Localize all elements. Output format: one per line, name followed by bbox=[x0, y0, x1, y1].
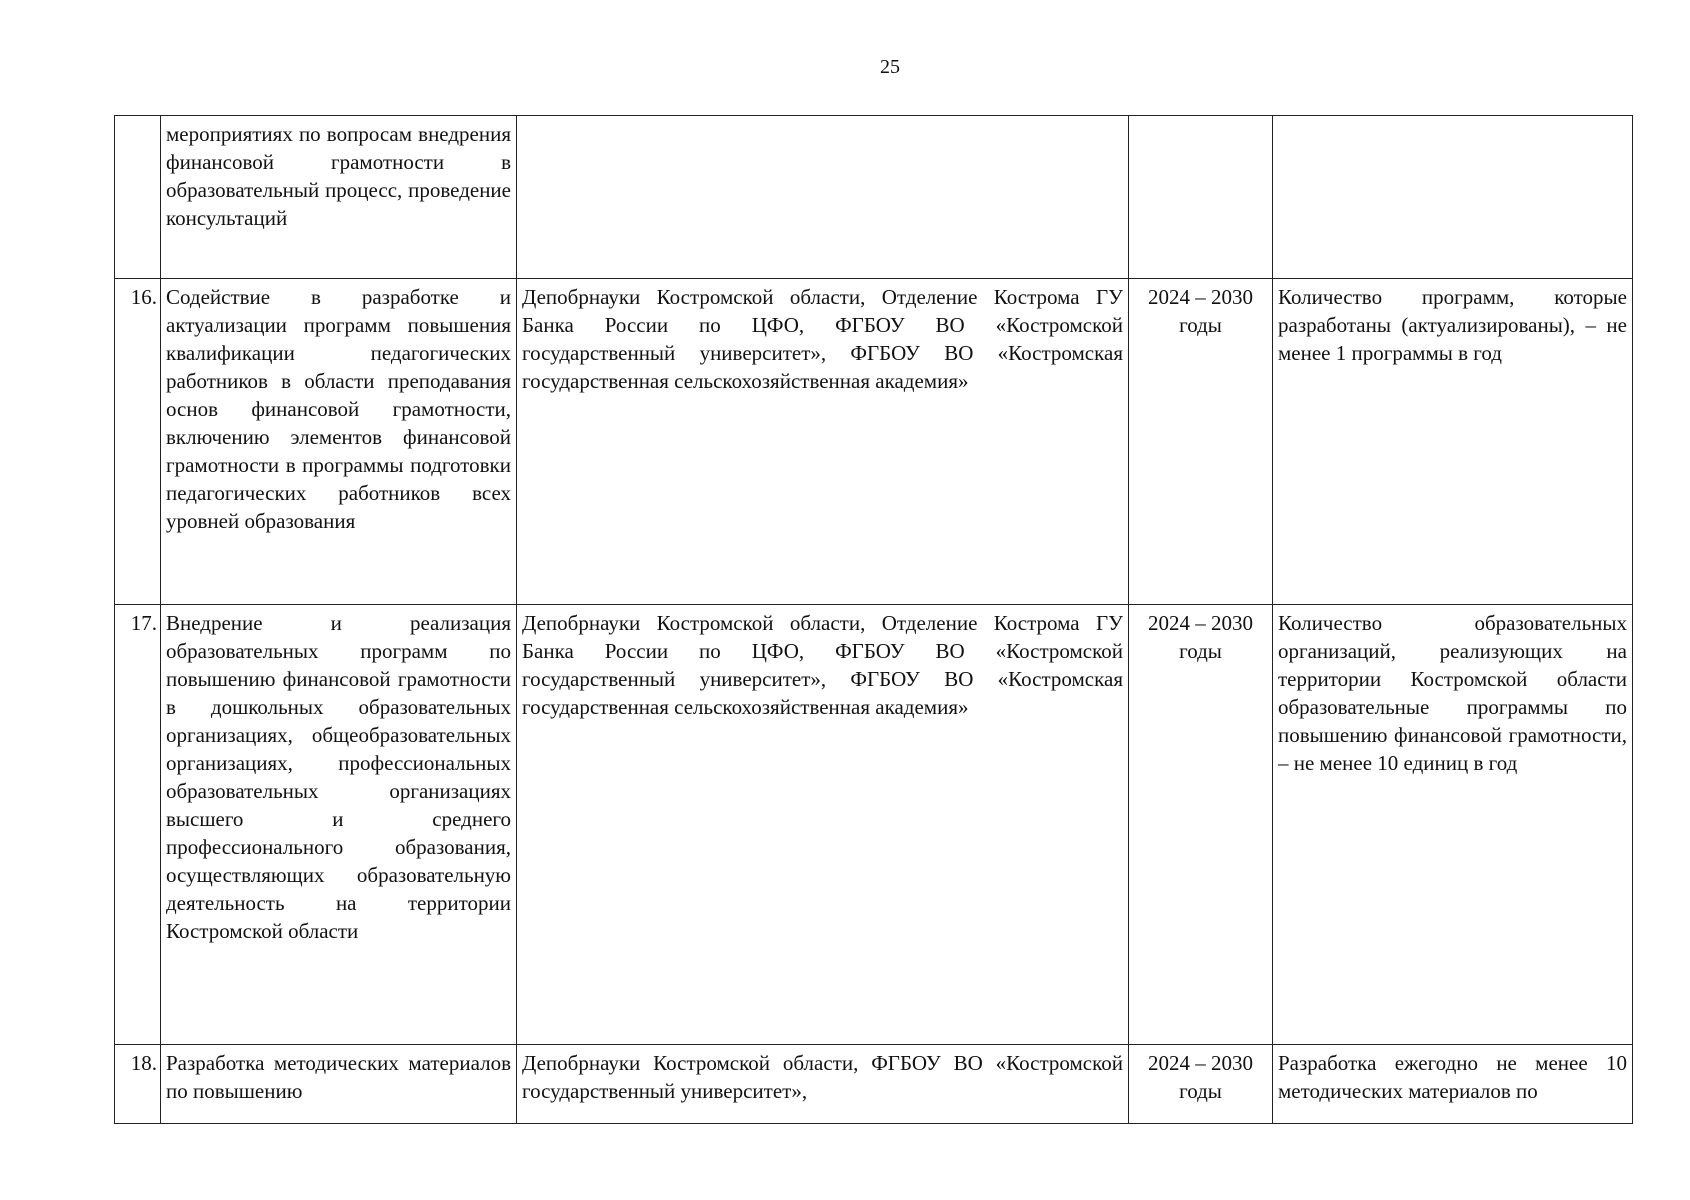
page-number: 25 bbox=[880, 56, 900, 78]
row-number: 18. bbox=[115, 1045, 161, 1124]
row-number bbox=[115, 116, 161, 279]
table-row bbox=[115, 279, 1633, 605]
executors-cell: Депобрнауки Костромской области, Отделение Кострома ГУ Банка России по ЦФО, ФГБОУ ВО «Костромской государственный университет», ФГБОУ ВО «Костромская государственная сельскохозяйственная академия» bbox=[517, 605, 1129, 1045]
term-cell: 2024 – 2030 годы bbox=[1129, 279, 1273, 605]
term-cell bbox=[1129, 116, 1273, 279]
table-row bbox=[115, 605, 1633, 1045]
row-number: 16. bbox=[115, 279, 161, 605]
action-cell: мероприятиях по вопросам внедрения финансовой грамотности в образовательный процесс, проведение консультаций bbox=[161, 116, 517, 279]
term-cell: 2024 – 2030 годы bbox=[1129, 605, 1273, 1045]
result-cell: Разработка ежегодно не менее 10 методических материалов по bbox=[1273, 1045, 1633, 1124]
executors-cell bbox=[517, 116, 1129, 279]
executors-cell: Депобрнауки Костромской области, Отделение Кострома ГУ Банка России по ЦФО, ФГБОУ ВО «Костромской государственный университет», ФГБОУ ВО «Костромская государственная сельскохозяйственная академия» bbox=[517, 279, 1129, 605]
term-cell: 2024 – 2030 годы bbox=[1129, 1045, 1273, 1124]
result-cell bbox=[1273, 116, 1633, 279]
action-cell: Внедрение и реализация образовательных программ по повышению финансовой грамотности в дошкольных образовательных организациях, общеобразовательных организациях, профессиональных образовательных организациях высшего и среднего профессионального образования, осуществляющих образовательную деятельность на территории Костромской области bbox=[161, 605, 517, 1045]
result-cell: Количество программ, которые разработаны (актуализированы), – не менее 1 программы в год bbox=[1273, 279, 1633, 605]
measures-table bbox=[114, 115, 1633, 1124]
row-number: 17. bbox=[115, 605, 161, 1045]
table-row bbox=[115, 1045, 1633, 1124]
table-row bbox=[115, 116, 1633, 279]
action-cell: Содействие в разработке и актуализации программ повышения квалификации педагогических работников в области преподавания основ финансовой грамотности, включению элементов финансовой грамотности в программы подготовки педагогических работников всех уровней образования bbox=[161, 279, 517, 605]
executors-cell: Депобрнауки Костромской области, ФГБОУ ВО «Костромской государственный университет», bbox=[517, 1045, 1129, 1124]
action-cell: Разработка методических материалов по повышению bbox=[161, 1045, 517, 1124]
result-cell: Количество образовательных организаций, реализующих на территории Костромской области образовательные программы по повышению финансовой грамотности, – не менее 10 единиц в год bbox=[1273, 605, 1633, 1045]
